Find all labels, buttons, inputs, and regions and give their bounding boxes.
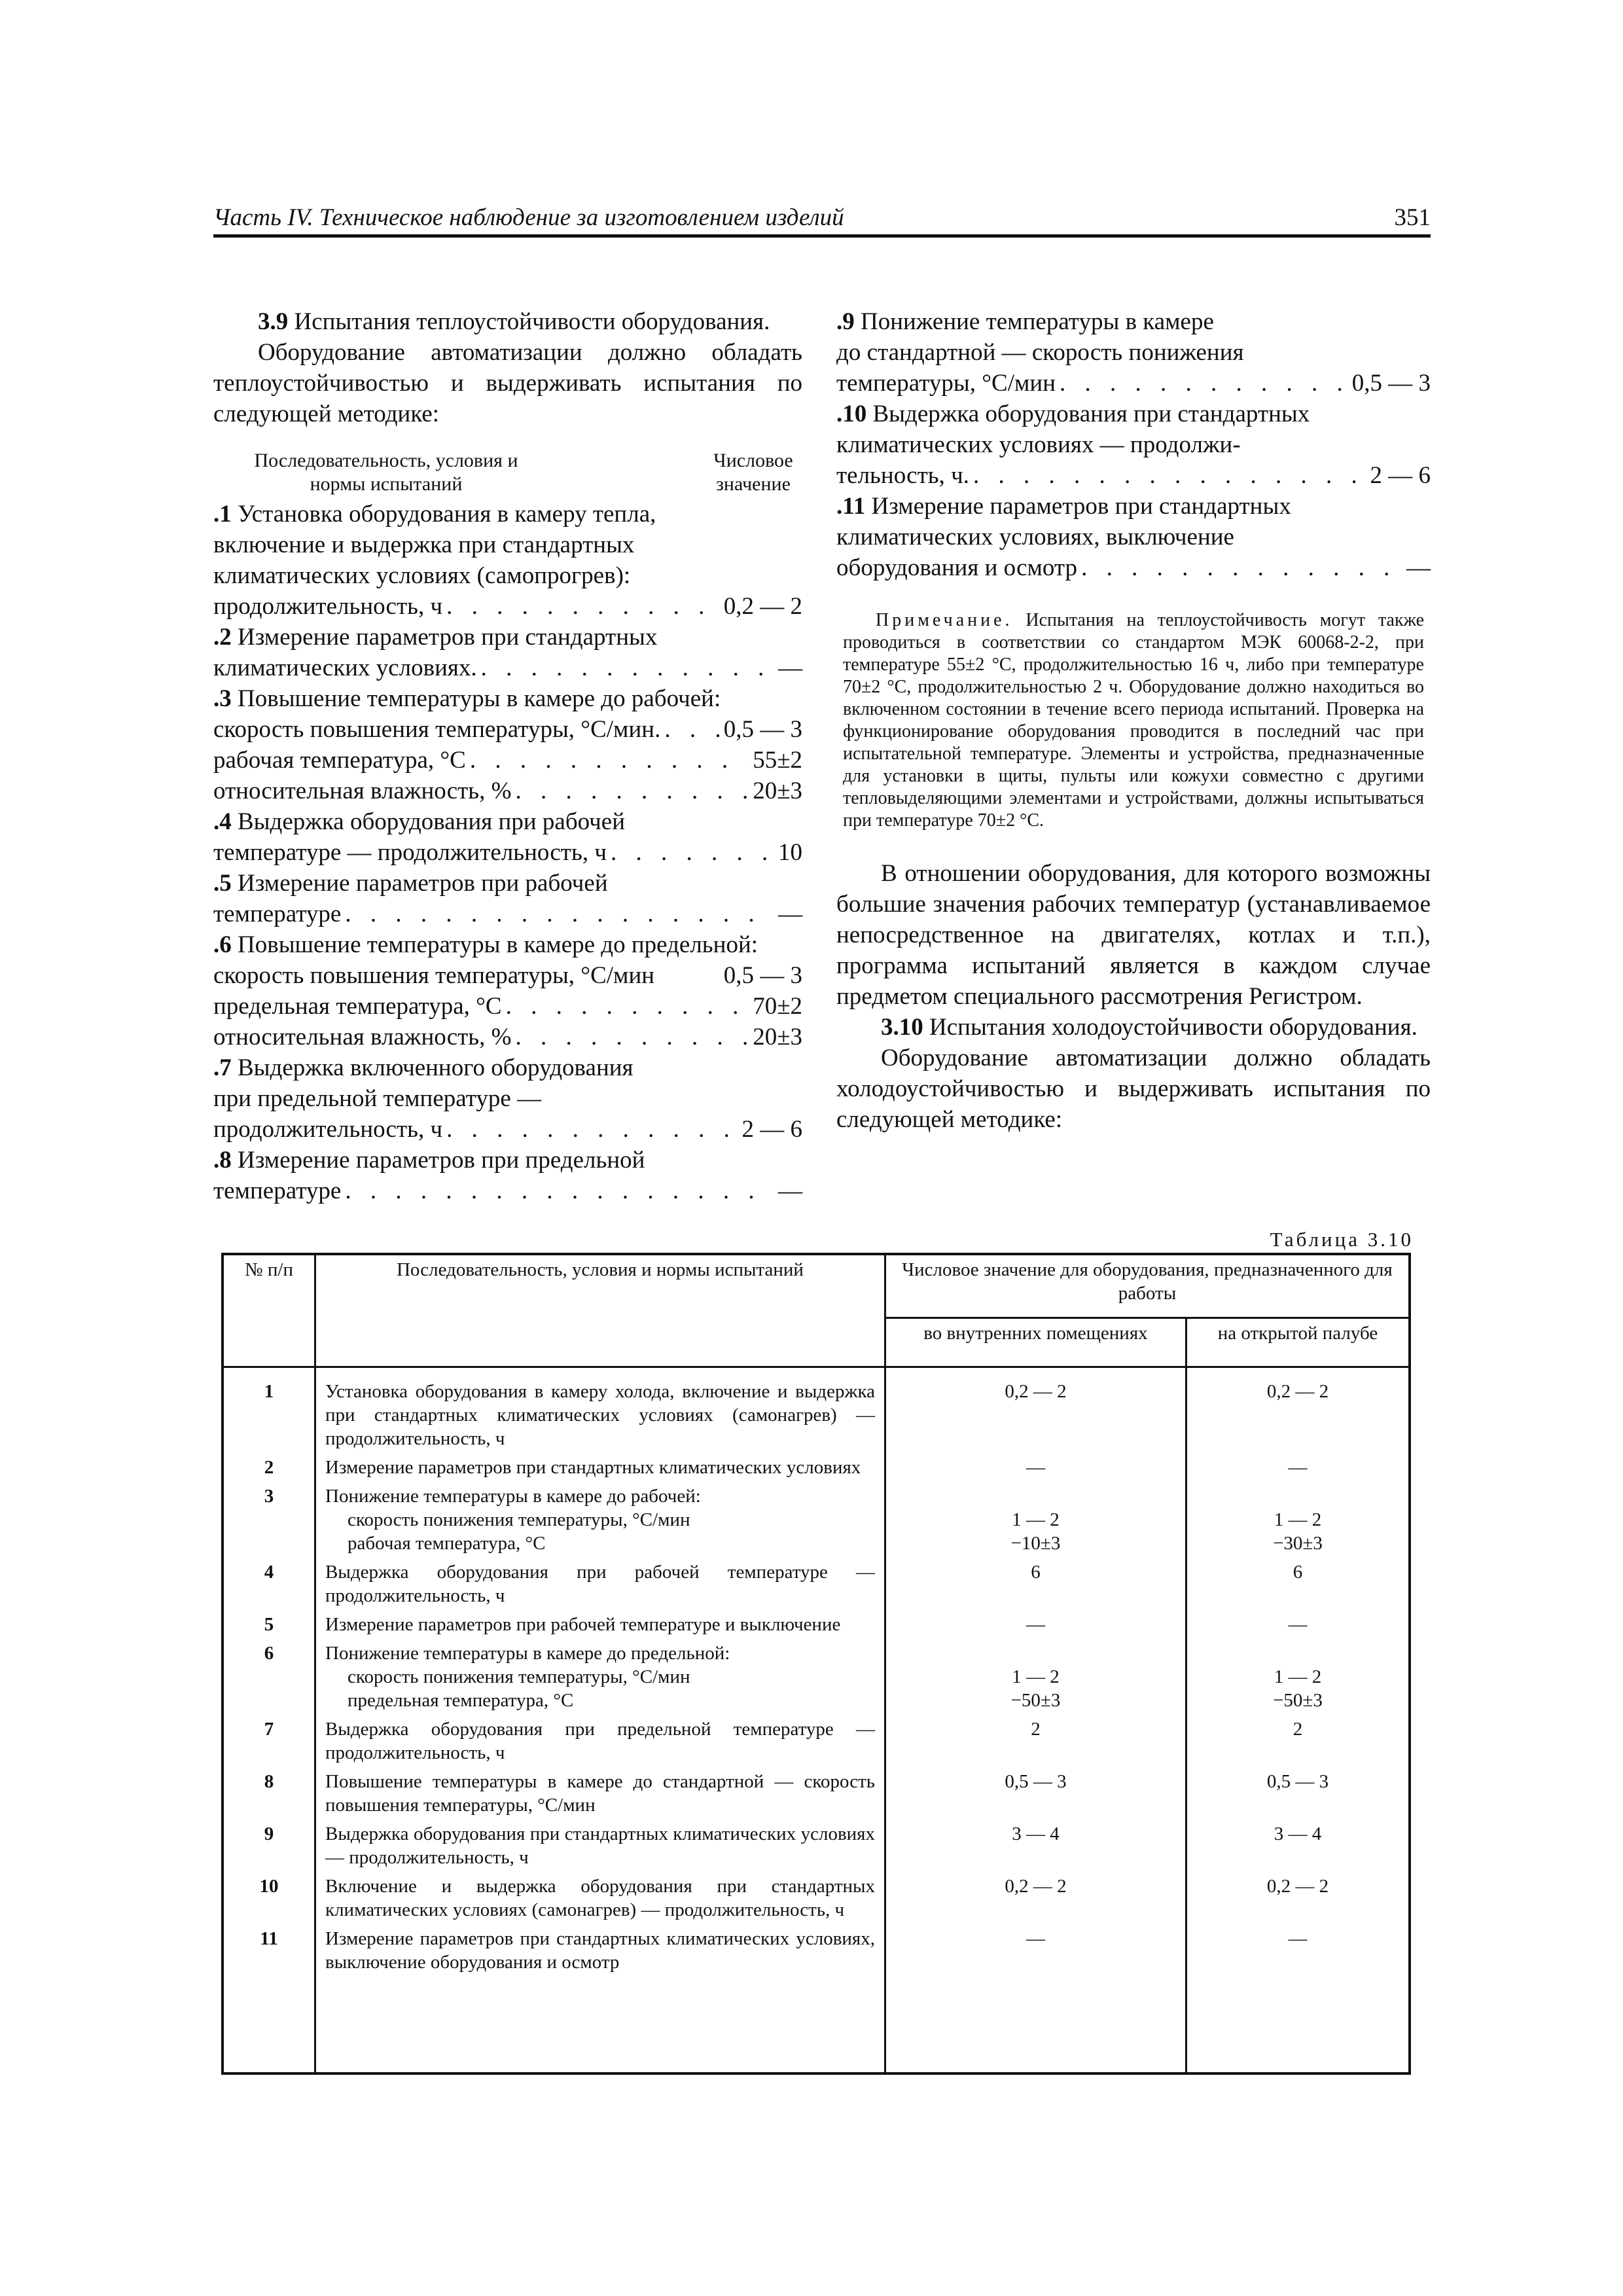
row-number: 8 <box>223 1767 315 1820</box>
list-header-left: Последовательность, условия и нормы испытаний <box>254 450 518 495</box>
step-6-value-line: скорость повышения температуры, °С/мин 0,5 — 3 <box>213 962 802 989</box>
row-number: 4 <box>223 1558 315 1610</box>
value-indoor: 0,2 — 2 <box>885 1872 1186 1924</box>
step-2-value-line: климатических условиях. . . . — <box>213 653 802 683</box>
value-indoor: 0,2 — 2 <box>885 1367 1186 1454</box>
list-header-right: Числовое значение <box>713 450 793 495</box>
paragraph: Оборудование автоматизации должно обладать холодоустойчивостью и выдерживать испытания по следующей методике: <box>836 1045 1431 1133</box>
row-number: 3 <box>223 1482 315 1558</box>
step-4: .4 Выдержка оборудования при рабочей <box>213 808 626 835</box>
step-1-value-line: продолжительность, ч . . . 0,2 — 2 <box>213 591 802 622</box>
row-number: 1 <box>223 1367 315 1454</box>
row-text: Измерение параметров при стандартных климатических условиях, выключение оборудования и осмотр <box>315 1924 885 2073</box>
value-indoor: 0,5 — 3 <box>885 1767 1186 1820</box>
value-outdoor: 0,2 — 2 <box>1186 1872 1410 1924</box>
col-header-number: № п/п <box>223 1254 315 1367</box>
row-text: Выдержка оборудования при предельной температуре — продолжительность, ч <box>315 1715 885 1767</box>
table-3-10 <box>221 1253 1411 2075</box>
row-number: 11 <box>223 1924 315 2073</box>
table-row <box>223 1924 1410 2073</box>
step-3: .3 Повышение температуры в камере до рабочей: <box>213 685 721 712</box>
row-text: Понижение температуры в камере до рабочей: скорость понижения температуры, °С/мин рабочая температура, °С <box>315 1482 885 1558</box>
step-8-value-line: температуре . . . — <box>213 1175 802 1206</box>
value-outdoor: 1 — 2 −50±3 <box>1186 1639 1410 1715</box>
row-number: 10 <box>223 1872 315 1924</box>
note <box>843 609 1424 832</box>
note-label: Примечание. <box>876 610 1013 630</box>
note-text: Испытания на теплоустойчивость могут также проводиться в соответствии со стандартом МЭК 60068-2-2, при температуре 55±2 °С, продолжительностью 16 ч, либо при температуре 70±2 °С, продолжительностью 2 ч. Оборудование должно находиться во включенном состоянии в течение всего периода испытаний. Проверка на функционирование оборудования проводится в последний час при испытательной температуре. Элементы и устройства, предназначенные для установки в щиты, пульты или кожухи совместно с другими тепловыделяющими элементами и устройствами, должны испытываться при температуре 70±2 °С. <box>843 610 1424 831</box>
step-11-value-line: оборудования и осмотр . . . — <box>836 552 1431 583</box>
step-10-line: климатических условиях — продолжи- <box>836 431 1241 458</box>
step-9-line: до стандартной — скорость понижения <box>836 339 1244 366</box>
table-row <box>223 1872 1410 1924</box>
row-number: 6 <box>223 1639 315 1715</box>
table-row <box>223 1482 1410 1558</box>
value-outdoor: — <box>1186 1610 1410 1639</box>
value-outdoor: 3 — 4 <box>1186 1820 1410 1872</box>
page-header <box>213 200 1431 238</box>
step-3-value-line: скорость повышения температуры, °С/мин. . . . 0,5 — 3 <box>213 714 802 745</box>
paragraph: Оборудование автоматизации должно обладать теплоустойчивостью и выдерживать испытания по следующей методике: <box>213 339 802 427</box>
step-5-value-line: температуре . . . — <box>213 899 802 929</box>
row-text: Выдержка оборудования при рабочей температуре — продолжительность, ч <box>315 1558 885 1610</box>
value-indoor: — <box>885 1610 1186 1639</box>
step-6: .6 Повышение температуры в камере до предельной: <box>213 931 758 958</box>
value-indoor: — <box>885 1924 1186 2073</box>
row-number: 9 <box>223 1820 315 1872</box>
col-header-group: Числовое значение для оборудования, предназначенного для работы <box>885 1254 1410 1318</box>
step-7-value-line: продолжительность, ч . . . 2 — 6 <box>213 1114 802 1145</box>
step-11-line: климатических условиях, выключение <box>836 524 1234 550</box>
value-indoor: 1 — 2 −10±3 <box>885 1482 1186 1558</box>
step-3-value-line: относительная влажность, % . . . 20±3 <box>213 776 802 806</box>
step-8: .8 Измерение параметров при предельной <box>213 1147 645 1174</box>
paragraph: В отношении оборудования, для которого возможны большие значения рабочих температур (устанавливаемое непосредственное на двигателях, котлах и т.п.), программа испытаний является в каждом случае предметом специального рассмотрения Регистром. <box>836 860 1431 1010</box>
step-9: .9 Понижение температуры в камере <box>836 308 1214 335</box>
step-4-value-line: температуре — продолжительность, ч . . . 10 <box>213 837 802 868</box>
table-row <box>223 1453 1410 1482</box>
table-caption: Таблица 3.10 <box>1270 1228 1414 1251</box>
value-indoor: 6 <box>885 1558 1186 1610</box>
table-row <box>223 1558 1410 1610</box>
row-text: Понижение температуры в камере до предельной: скорость понижения температуры, °С/мин предельная температура, °С <box>315 1639 885 1715</box>
row-text: Измерение параметров при рабочей температуре и выключение <box>315 1610 885 1639</box>
table-row <box>223 1820 1410 1872</box>
value-indoor: 3 — 4 <box>885 1820 1186 1872</box>
step-7-line: при предельной температуре — <box>213 1085 542 1112</box>
row-number: 2 <box>223 1453 315 1482</box>
running-title: Часть IV. Техническое наблюдение за изготовлением изделий <box>213 204 844 231</box>
section-heading-3-9: 3.9 Испытания теплоустойчивости оборудования. <box>258 308 770 335</box>
row-text: Повышение температуры в камере до стандартной — скорость повышения температуры, °С/мин <box>315 1767 885 1820</box>
section-heading-3-10: 3.10 Испытания холодоустойчивости оборудования. <box>881 1014 1418 1041</box>
step-5: .5 Измерение параметров при рабочей <box>213 870 608 897</box>
value-indoor: 2 <box>885 1715 1186 1767</box>
step-9-value-line: температуры, °С/мин . . . 0,5 — 3 <box>836 368 1431 399</box>
col-header-outdoor: на открытой палубе <box>1186 1318 1410 1367</box>
left-column <box>213 306 802 1206</box>
col-header-sequence: Последовательность, условия и нормы испытаний <box>315 1254 885 1367</box>
value-outdoor: 6 <box>1186 1558 1410 1610</box>
table-row <box>223 1367 1410 1454</box>
table-row <box>223 1639 1410 1715</box>
step-10-value-line: тельность, ч. . . . 2 — 6 <box>836 460 1431 491</box>
row-number: 5 <box>223 1610 315 1639</box>
row-text: Включение и выдержка оборудования при стандартных климатических условиях (самонагрев) — продолжительность, ч <box>315 1872 885 1924</box>
table-row <box>223 1715 1410 1767</box>
value-outdoor: 0,2 — 2 <box>1186 1367 1410 1454</box>
table-row <box>223 1767 1410 1820</box>
value-indoor: — <box>885 1453 1186 1482</box>
row-text: Измерение параметров при стандартных климатических условиях <box>315 1453 885 1482</box>
step-7: .7 Выдержка включенного оборудования <box>213 1054 633 1081</box>
col-header-indoor: во внутренних помещениях <box>885 1318 1186 1367</box>
row-text: Установка оборудования в камеру холода, включение и выдержка при стандартных климатических условиях (самонагрев) — продолжительность, ч <box>315 1367 885 1454</box>
step-3-value-line: рабочая температура, °С . . . 55±2 <box>213 745 802 776</box>
row-number: 7 <box>223 1715 315 1767</box>
value-outdoor: 0,5 — 3 <box>1186 1767 1410 1820</box>
step-1-line: включение и выдержка при стандартных <box>213 531 635 558</box>
value-indoor: 1 — 2 −50±3 <box>885 1639 1186 1715</box>
step-11: .11 Измерение параметров при стандартных <box>836 493 1291 520</box>
step-6-value-line: относительная влажность, % . . . 20±3 <box>213 1022 802 1052</box>
list-header <box>213 449 802 496</box>
value-outdoor: 1 — 2 −30±3 <box>1186 1482 1410 1558</box>
value-outdoor: — <box>1186 1924 1410 2073</box>
right-column <box>836 306 1431 1135</box>
value-outdoor: — <box>1186 1453 1410 1482</box>
step-1: .1 Установка оборудования в камеру тепла, <box>213 501 656 528</box>
step-10: .10 Выдержка оборудования при стандартных <box>836 401 1310 427</box>
table-row <box>223 1610 1410 1639</box>
row-text: Выдержка оборудования при стандартных климатических условиях — продолжительность, ч <box>315 1820 885 1872</box>
step-6-value-line: предельная температура, °С . . . 70±2 <box>213 991 802 1022</box>
page-number: 351 <box>1394 204 1431 231</box>
step-2: .2 Измерение параметров при стандартных <box>213 624 658 651</box>
step-1-line: климатических условиях (самопрогрев): <box>213 562 631 589</box>
value-outdoor: 2 <box>1186 1715 1410 1767</box>
